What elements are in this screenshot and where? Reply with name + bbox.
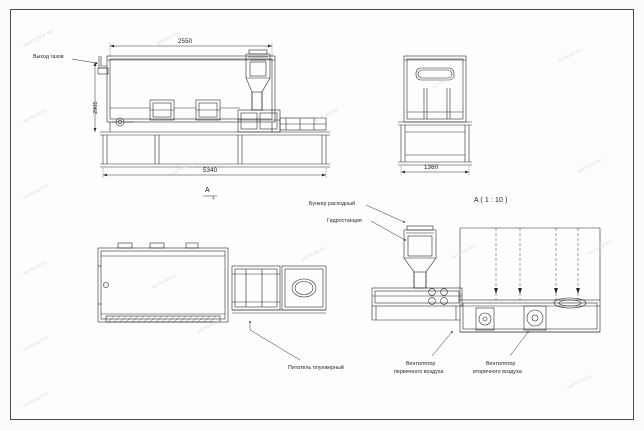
label-hydro-station: Гидростанция <box>327 218 362 224</box>
label-fan-secondary-line1: Вентилятор <box>486 361 516 367</box>
view-label-a-left-subscript: 1 <box>212 195 215 200</box>
dimension-1360: 1360 <box>424 164 439 171</box>
dimension-2905: 2905 <box>93 101 99 114</box>
watermark: ЧЕРТЕЖИ.RU <box>22 107 49 125</box>
label-fan-primary-line1: Вентилятор <box>406 361 436 367</box>
watermark: ЧЕРТЕЖИ.RU <box>566 373 593 391</box>
watermark: ЧЕРТЕЖИ.RU <box>556 47 583 65</box>
watermark: ЧЕРТЕЖИ.RU <box>22 183 49 201</box>
watermark: ЧЕРТЕЖИ.RU <box>22 335 49 353</box>
watermark: ЧЕРТЕЖИ.RU <box>450 243 477 261</box>
watermark: ЧЕРТЕЖИ.RU <box>576 157 603 175</box>
watermark: ЧЕРТЕЖИ.RU <box>430 73 457 91</box>
view-label-a-right: A ( 1 : 10 ) <box>474 197 508 204</box>
watermark: ЧЕРТЕЖИ.RU <box>152 31 179 49</box>
dimension-2550: 2550 <box>178 38 193 45</box>
watermark: ЧЕРТЕЖИ.RU <box>586 239 613 257</box>
watermark: ЧЕРТЕЖИ.RU <box>300 245 327 263</box>
label-gas-outlet: Выход газов <box>33 54 64 60</box>
watermark: ЧЕРТЕЖИ.RU <box>196 317 223 335</box>
watermark: ЧЕРТЕЖИ.RU <box>170 159 197 177</box>
label-plunger-feeder: Питатель плунжерный <box>288 365 344 371</box>
view-label-a-left: A <box>205 187 210 194</box>
watermark: ЧЕРТЕЖИ.RU <box>22 259 49 277</box>
watermark: ЧЕРТЕЖИ.RU <box>312 107 339 125</box>
dimension-5340: 5340 <box>203 167 218 174</box>
watermark: ЧЕРТЕЖИ.RU <box>22 391 49 409</box>
watermark: ЧЕРТЕЖИ.RU <box>22 27 55 49</box>
watermark: ЧЕРТЕЖИ.RU <box>150 273 177 291</box>
label-fan-primary-line2: первичного воздуха <box>394 369 444 375</box>
label-fan-secondary-line2: вторичного воздуха <box>473 369 522 375</box>
label-hopper: Бункер расходный <box>309 201 356 207</box>
